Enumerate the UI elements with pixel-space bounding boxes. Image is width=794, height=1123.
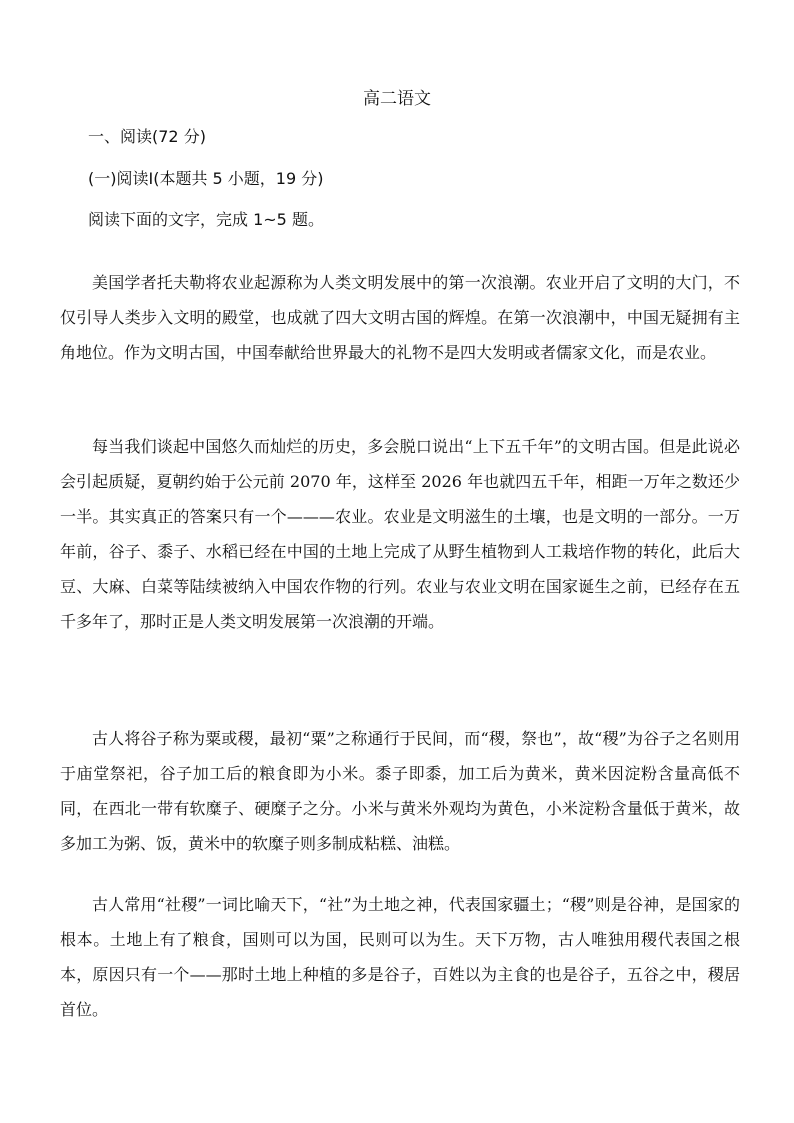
paragraph-1: 美国学者托夫勒将农业起源称为人类文明发展中的第一次浪潮。农业开启了文明的大门，不仅引导人类步入文明的殿堂，也成就了四大文明古国的辉煌。在第一次浪潮中，中国无疑拥有主角地位。作为文明古国，中国奉献给世界最大的礼物不是四大发明或者儒家文化，而是农业。 xyxy=(60,273,740,362)
paragraph-2: 每当我们谈起中国悠久而灿烂的历史，多会脱口说出“上下五千年”的文明古国。但是此说必会引起质疑，夏朝约始于公元前 2070 年，这样至 2026 年也就四五千年，相距一万年之数还少一半。其实真正的答案只有一个———农业。农业是文明滋生的土壤，也是文明的一部分。一万年前，谷子、黍子、水稻已经在中国的土地上完成了从野生植物到人工栽培作物的转化，此后大豆、大麻、白菜等陆续被纳入中国农作物的行列。农业与农业文明在国家诞生之前，已经存在五千多年了，那时正是人类文明发展第一次浪潮的开端。 xyxy=(60,437,740,631)
paragraph-4: 古人常用“社稷”一词比喻天下，“社”为土地之神，代表国家疆土；“稷”则是谷神，是国家的根本。土地上有了粮食，国则可以为国，民则可以为生。天下万物，古人唯独用稷代表国之根本，原因只有一个——那时土地上种植的多是谷子，百姓以为主食的也是谷子，五谷之中，稷居首位。 xyxy=(60,895,740,1019)
subsection-heading: (一)阅读Ⅰ(本题共 5 小题，19 分) xyxy=(88,169,324,188)
section-heading: 一、阅读(72 分) xyxy=(88,127,206,146)
paragraph-3: 古人将谷子称为粟或稷，最初“粟”之称通行于民间，而“稷，祭也”，故“稷”为谷子之名则用于庙堂祭祀，谷子加工后的粮食即为小米。黍子即黍，加工后为黄米，黄米因淀粉含量高低不同，在西北一带有软糜子、硬糜子之分。小米与黄米外观均为黄色，小米淀粉含量低于黄米，故多加工为粥、饭，黄米中的软糜子则多制成粘糕、油糕。 xyxy=(60,729,740,853)
document-title: 高二语文 xyxy=(363,89,431,109)
reading-instruction: 阅读下面的文字，完成 1~5 题。 xyxy=(88,210,324,229)
